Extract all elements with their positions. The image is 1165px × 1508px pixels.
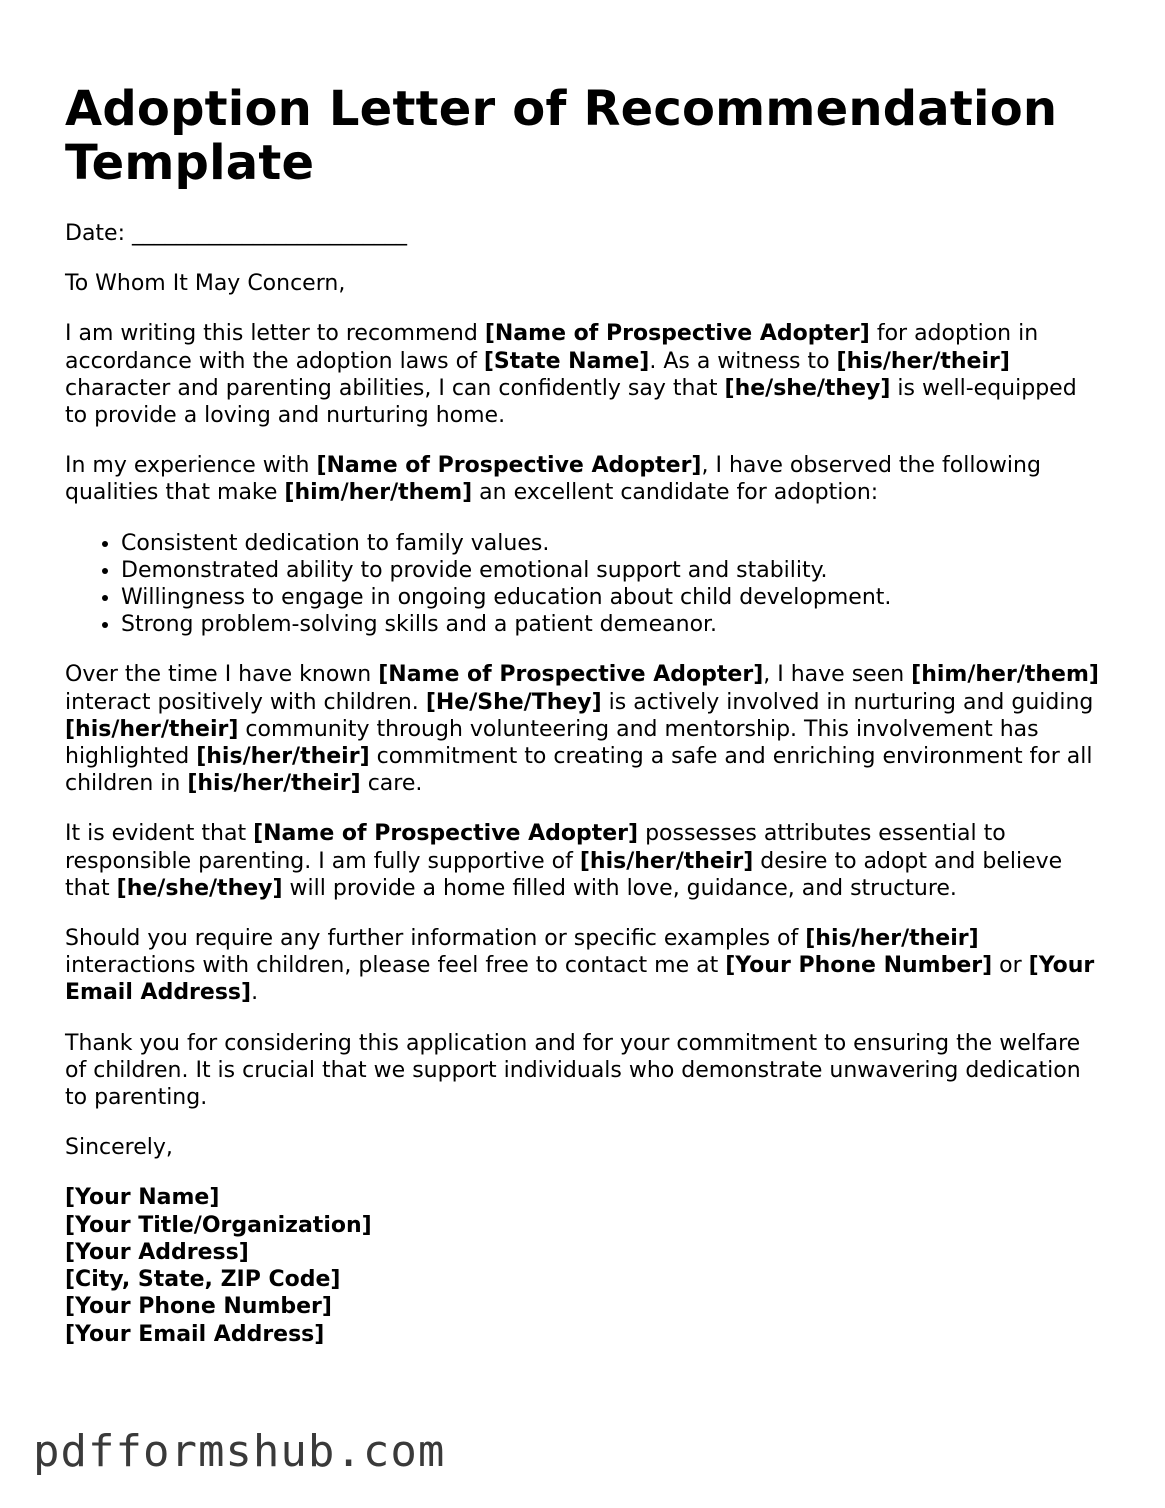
- list-item: • Demonstrated ability to provide emotional support and stability.: [121, 557, 1105, 584]
- list-item: • Willingness to engage in ongoing education about child development.: [121, 584, 1105, 611]
- signature-address: [Your Address]: [65, 1239, 249, 1265]
- list-item: • Strong problem-solving skills and a patient demeanor.: [121, 611, 1105, 638]
- paragraph-contact: Should you require any further information or specific examples of [his/her/their] interactions with children, please feel free to contact me at [Your Phone Number] or [Your Email Address].: [65, 926, 1095, 1006]
- signature-city-state-zip: [City, State, ZIP Code]: [65, 1267, 341, 1293]
- placeholder-pronoun: [he/she/they]: [724, 375, 891, 401]
- letter-document: [65, 82, 1105, 1371]
- placeholder-adopter-name: [Name of Prospective Adopter]: [484, 321, 870, 347]
- signature-name: [Your Name]: [65, 1185, 220, 1211]
- placeholder-adopter-name: [Name of Prospective Adopter]: [253, 821, 639, 847]
- placeholder-pronoun: [his/her/their]: [65, 716, 239, 742]
- date-line: Date: _________________________: [65, 221, 407, 246]
- paragraph-experience: In my experience with [Name of Prospective Adopter], I have observed the following qualities that make [him/her/them] an excellent candidate for adoption:: [65, 453, 1041, 506]
- qualities-list: [65, 530, 1105, 639]
- salutation: To Whom It May Concern,: [65, 271, 346, 297]
- paragraph-attributes: It is evident that [Name of Prospective Adopter] possesses attributes essential to responsible parenting. I am fully supportive of [his/her/their] desire to adopt and believe that [he/she/they] will provide a home filled with love, guidance, and structure.: [65, 821, 1063, 901]
- paragraph-recommendation: I am writing this letter to recommend [Name of Prospective Adopter] for adoption in accordance with the adoption laws of [State Name]. As a witness to [his/her/their] character and parenting abilities, I can confidently say that [he/she/they] is well-equipped to provide a loving and nurturing home.: [65, 321, 1077, 429]
- closing: Sincerely,: [65, 1135, 173, 1161]
- placeholder-pronoun: [his/her/their]: [836, 348, 1010, 374]
- placeholder-pronoun: [him/her/them]: [284, 480, 473, 506]
- signature-phone: [Your Phone Number]: [65, 1294, 332, 1320]
- signature-title: [Your Title/Organization]: [65, 1212, 372, 1238]
- placeholder-state-name: [State Name]: [483, 348, 650, 374]
- list-item: • Consistent dedication to family values.: [121, 530, 1105, 557]
- placeholder-pronoun: [he/she/they]: [116, 875, 283, 901]
- placeholder-pronoun: [his/her/their]: [805, 926, 979, 952]
- placeholder-pronoun: [his/her/their]: [196, 744, 370, 770]
- paragraph-thanks: Thank you for considering this application and for your commitment to ensuring the welfare of children. It is crucial that we support individuals who demonstrate unwavering dedication to parenting.: [65, 1030, 1081, 1111]
- paragraph-observations: Over the time I have known [Name of Prospective Adopter], I have seen [him/her/them] interact positively with children. [He/She/They] is actively involved in nurturing and guiding [his/her/their] community through volunteering and mentorship. This involvement has highlighted [his/her/their] commitment to creating a safe and enriching environment for all children in [his/her/their] care.: [65, 662, 1099, 797]
- signature-block: [65, 1184, 1105, 1347]
- placeholder-pronoun: [his/her/their]: [579, 848, 754, 874]
- placeholder-adopter-name: [Name of Prospective Adopter]: [316, 453, 702, 479]
- placeholder-email: [Your Email Address]: [65, 953, 1095, 1006]
- watermark: pdfformshub.com: [33, 1426, 446, 1477]
- placeholder-adopter-name: [Name of Prospective Adopter]: [378, 662, 764, 688]
- placeholder-pronoun: [him/her/them]: [911, 662, 1099, 688]
- signature-email: [Your Email Address]: [65, 1321, 325, 1347]
- placeholder-pronoun: [He/She/They]: [425, 689, 602, 715]
- placeholder-pronoun: [his/her/their]: [187, 771, 361, 797]
- placeholder-phone: [Your Phone Number]: [725, 953, 993, 979]
- page-title: Adoption Letter of Recommendation Template: [65, 81, 1058, 191]
